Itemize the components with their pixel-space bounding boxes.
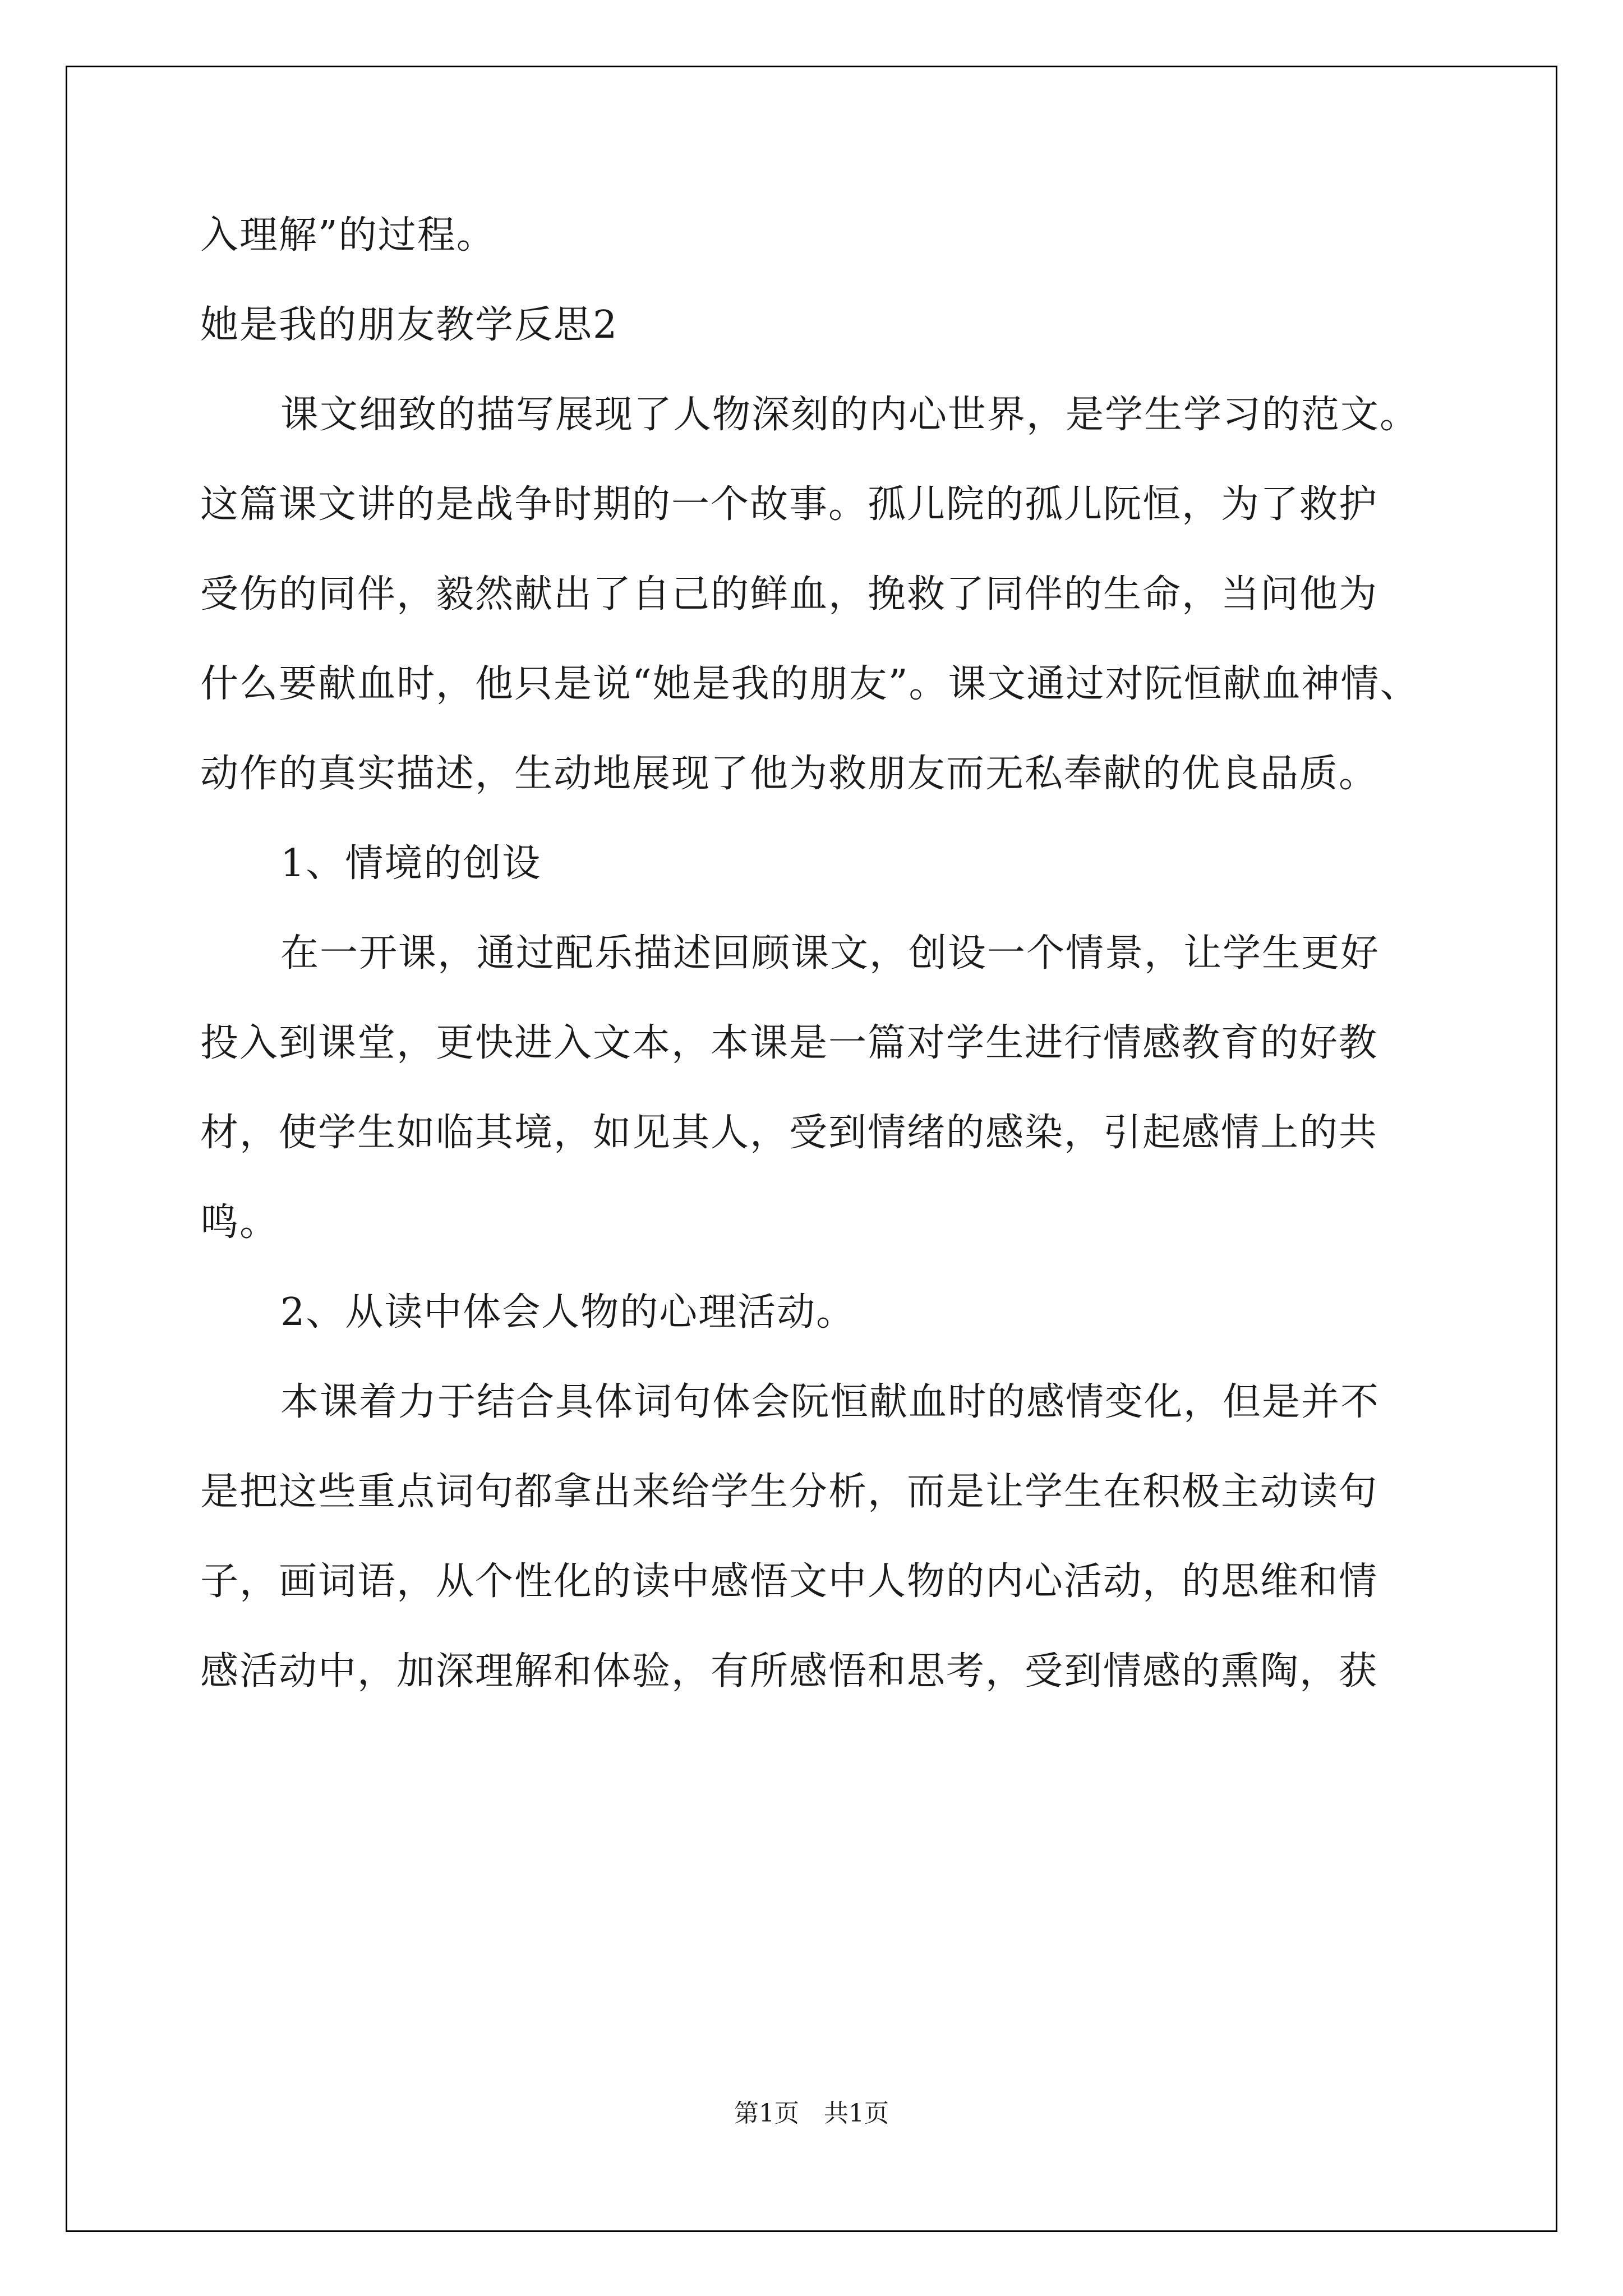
text-line: 本课着力于结合具体词句体会阮恒献血时的感情变化，但是并不	[280, 1380, 1380, 1424]
text-line: 这篇课文讲的是战争时期的一个故事。孤儿院的孤儿阮恒，为了救护	[200, 482, 1378, 527]
subheading: 2、从读中体会人物的心理活动。	[280, 1290, 856, 1335]
section-title: 她是我的朋友教学反思2	[200, 303, 619, 347]
text-line: 动作的真实描述，生动地展现了他为救朋友而无私奉献的优良品质。	[200, 752, 1378, 796]
text-line: 子，画词语，从个性化的读中感悟文中人物的内心活动，的思维和情	[200, 1559, 1378, 1604]
text-line: 入理解”的过程。	[200, 213, 496, 257]
text-line: 材，使学生如临其境，如见其人，受到情绪的感染，引起感情上的共	[200, 1111, 1378, 1155]
text-line: 是把这些重点词句都拿出来给学生分析，而是让学生在积极主动读句	[200, 1470, 1378, 1514]
text-line: 投入到课堂，更快进入文本，本课是一篇对学生进行情感教育的好教	[200, 1021, 1378, 1065]
text-line: 受伤的同伴，毅然献出了自己的鲜血，挽救了同伴的生命，当问他为	[200, 572, 1378, 616]
text-line: 感活动中，加深理解和体验，有所感悟和思考，受到情感的熏陶，获	[200, 1649, 1378, 1694]
text-line: 在一开课，通过配乐描述回顾课文，创设一个情景，让学生更好	[280, 931, 1380, 976]
text-line: 鸣。	[200, 1200, 279, 1245]
text-line: 什么要献血时，他只是说“她是我的朋友”。课文通过对阮恒献血神情、	[200, 662, 1419, 706]
text-line: 课文细致的描写展现了人物深刻的内心世界，是学生学习的范文。	[280, 393, 1419, 437]
page-footer: 第1页 共1页	[734, 2099, 889, 2128]
subheading: 1、情境的创设	[280, 841, 542, 886]
